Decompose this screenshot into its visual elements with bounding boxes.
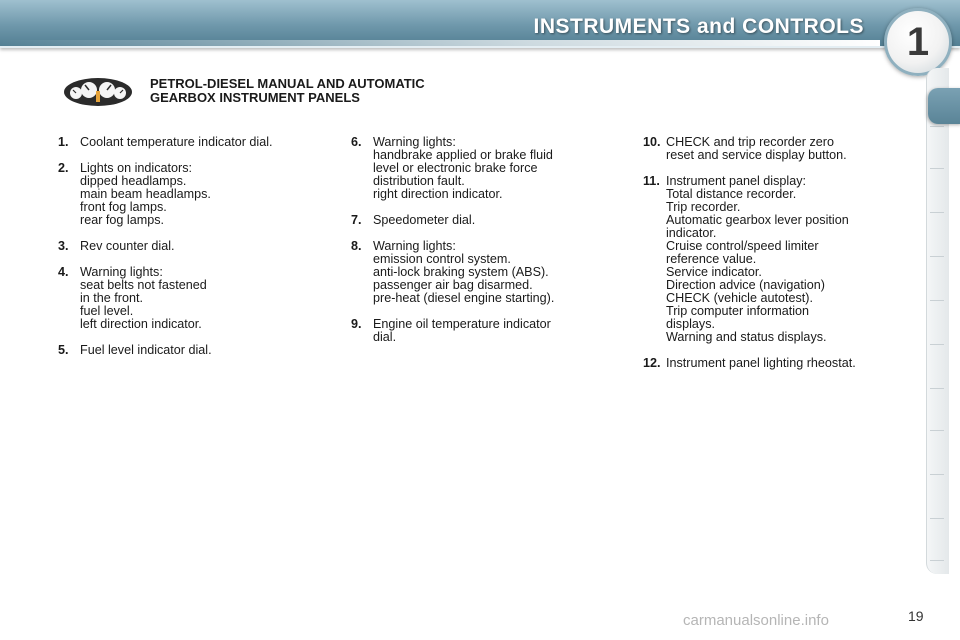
tab-divider [930,168,944,169]
legend-item-text [80,266,338,331]
active-chapter-tab[interactable] [928,88,960,124]
legend-item [58,266,338,331]
legend-item-line: left direction indicator. [80,317,202,331]
legend-item-line: CHECK and trip recorder zero [666,135,834,149]
legend-item-text [373,136,611,201]
chapter-tab-strip [926,68,949,574]
legend-column-1 [58,136,338,370]
chapter-number-badge: 1 [884,8,952,76]
page-header-title: INSTRUMENTS and CONTROLS [533,15,864,38]
tab-divider [930,300,944,301]
legend-item-line: seat belts not fastened [80,278,207,292]
legend-item-text [666,136,913,162]
legend-item-line: Instrument panel lighting rheostat. [666,356,856,370]
legend-item-text [80,240,338,253]
legend-item-line: Warning lights: [80,265,163,279]
legend-item-text [666,175,913,344]
legend-item [351,240,611,305]
legend-item-line: pre-heat (diesel engine starting). [373,291,555,305]
legend-item-line: fuel level. [80,304,134,318]
legend-item [58,136,338,149]
legend-item [643,136,913,162]
legend-item [643,357,913,370]
legend-item-text [80,136,338,149]
legend-column-3 [643,136,913,383]
legend-item [351,214,611,227]
header-band [0,0,960,48]
legend-item [643,175,913,344]
legend-item-line: Trip recorder. [666,200,741,214]
legend-item-line: indicator. [666,226,717,240]
legend-item-line: Warning lights: [373,135,456,149]
legend-item [58,162,338,227]
legend-item-line: dial. [373,330,397,344]
legend-item-number: 9. [351,317,362,331]
legend-item-line: handbrake applied or brake fluid [373,148,553,162]
tab-divider [930,256,944,257]
legend-item-number: 7. [351,213,362,227]
legend-item-line: emission control system. [373,252,511,266]
legend-item-number: 11. [643,174,660,188]
tab-divider [930,474,944,475]
section-title-line: GEARBOX INSTRUMENT PANELS [150,90,360,105]
legend-column-2 [351,136,611,357]
section-title-line: PETROL-DIESEL MANUAL AND AUTOMATIC [150,76,425,91]
legend-item-number: 5. [58,343,69,357]
legend-item-line: Warning and status displays. [666,330,827,344]
tab-divider [930,344,944,345]
tab-divider [930,212,944,213]
legend-item-line: Engine oil temperature indicator [373,317,551,331]
legend-item-text [373,318,611,344]
legend-item-text [666,357,913,370]
legend-item-line: Service indicator. [666,265,762,279]
legend-item-line: in the front. [80,291,144,305]
legend-item-text [373,240,611,305]
section-title [150,77,425,105]
legend-item-line: reference value. [666,252,757,266]
legend-item-line: main beam headlamps. [80,187,211,201]
tab-divider [930,518,944,519]
legend-item-line: Total distance recorder. [666,187,797,201]
legend-item-number: 3. [58,239,69,253]
legend-item-number: 6. [351,135,362,149]
legend-item-line: Cruise control/speed limiter [666,239,819,253]
legend-item-line: Speedometer dial. [373,213,476,227]
legend-item-line: right direction indicator. [373,187,503,201]
legend-item-number: 2. [58,161,69,175]
tab-divider [930,388,944,389]
legend-item-line: passenger air bag disarmed. [373,278,533,292]
legend-item [58,240,338,253]
legend-item-line: Coolant temperature indicator dial. [80,135,273,149]
legend-item-line: Trip computer information [666,304,810,318]
legend-item-line: Warning lights: [373,239,456,253]
legend-item-line: anti-lock braking system (ABS). [373,265,549,279]
legend-item-number: 1. [58,135,69,149]
tab-divider [930,560,944,561]
page-number: 19 [908,608,924,624]
legend-item-line: Direction advice (navigation) [666,278,825,292]
legend-item-line: Lights on indicators: [80,161,193,175]
legend-item-line: distribution fault. [373,174,465,188]
legend-item [58,344,338,357]
legend-item-number: 4. [58,265,69,279]
legend-item-line: Automatic gearbox lever position [666,213,849,227]
legend-item-number: 8. [351,239,362,253]
legend-item-line: displays. [666,317,715,331]
watermark: carmanualsonline.info [683,612,829,629]
legend-item-line: Fuel level indicator dial. [80,343,212,357]
legend-item [351,136,611,201]
legend-item-line: reset and service display button. [666,148,847,162]
legend-item-line: front fog lamps. [80,200,167,214]
legend-item-line: dipped headlamps. [80,174,187,188]
legend-item-line: CHECK (vehicle autotest). [666,291,813,305]
tab-divider [930,126,944,127]
legend-item-text [80,344,338,357]
legend-item-line: Rev counter dial. [80,239,175,253]
legend-item-number: 10. [643,135,661,149]
legend-item-text [373,214,611,227]
legend-item [351,318,611,344]
legend-item-text [80,162,338,227]
header-swoosh [0,40,880,46]
legend-item-number: 12. [643,356,661,370]
legend-item-line: rear fog lamps. [80,213,164,227]
tab-divider [930,430,944,431]
instrument-panel-icon [62,76,134,108]
legend-item-line: level or electronic brake force [373,161,538,175]
legend-item-line: Instrument panel display: [666,174,807,188]
